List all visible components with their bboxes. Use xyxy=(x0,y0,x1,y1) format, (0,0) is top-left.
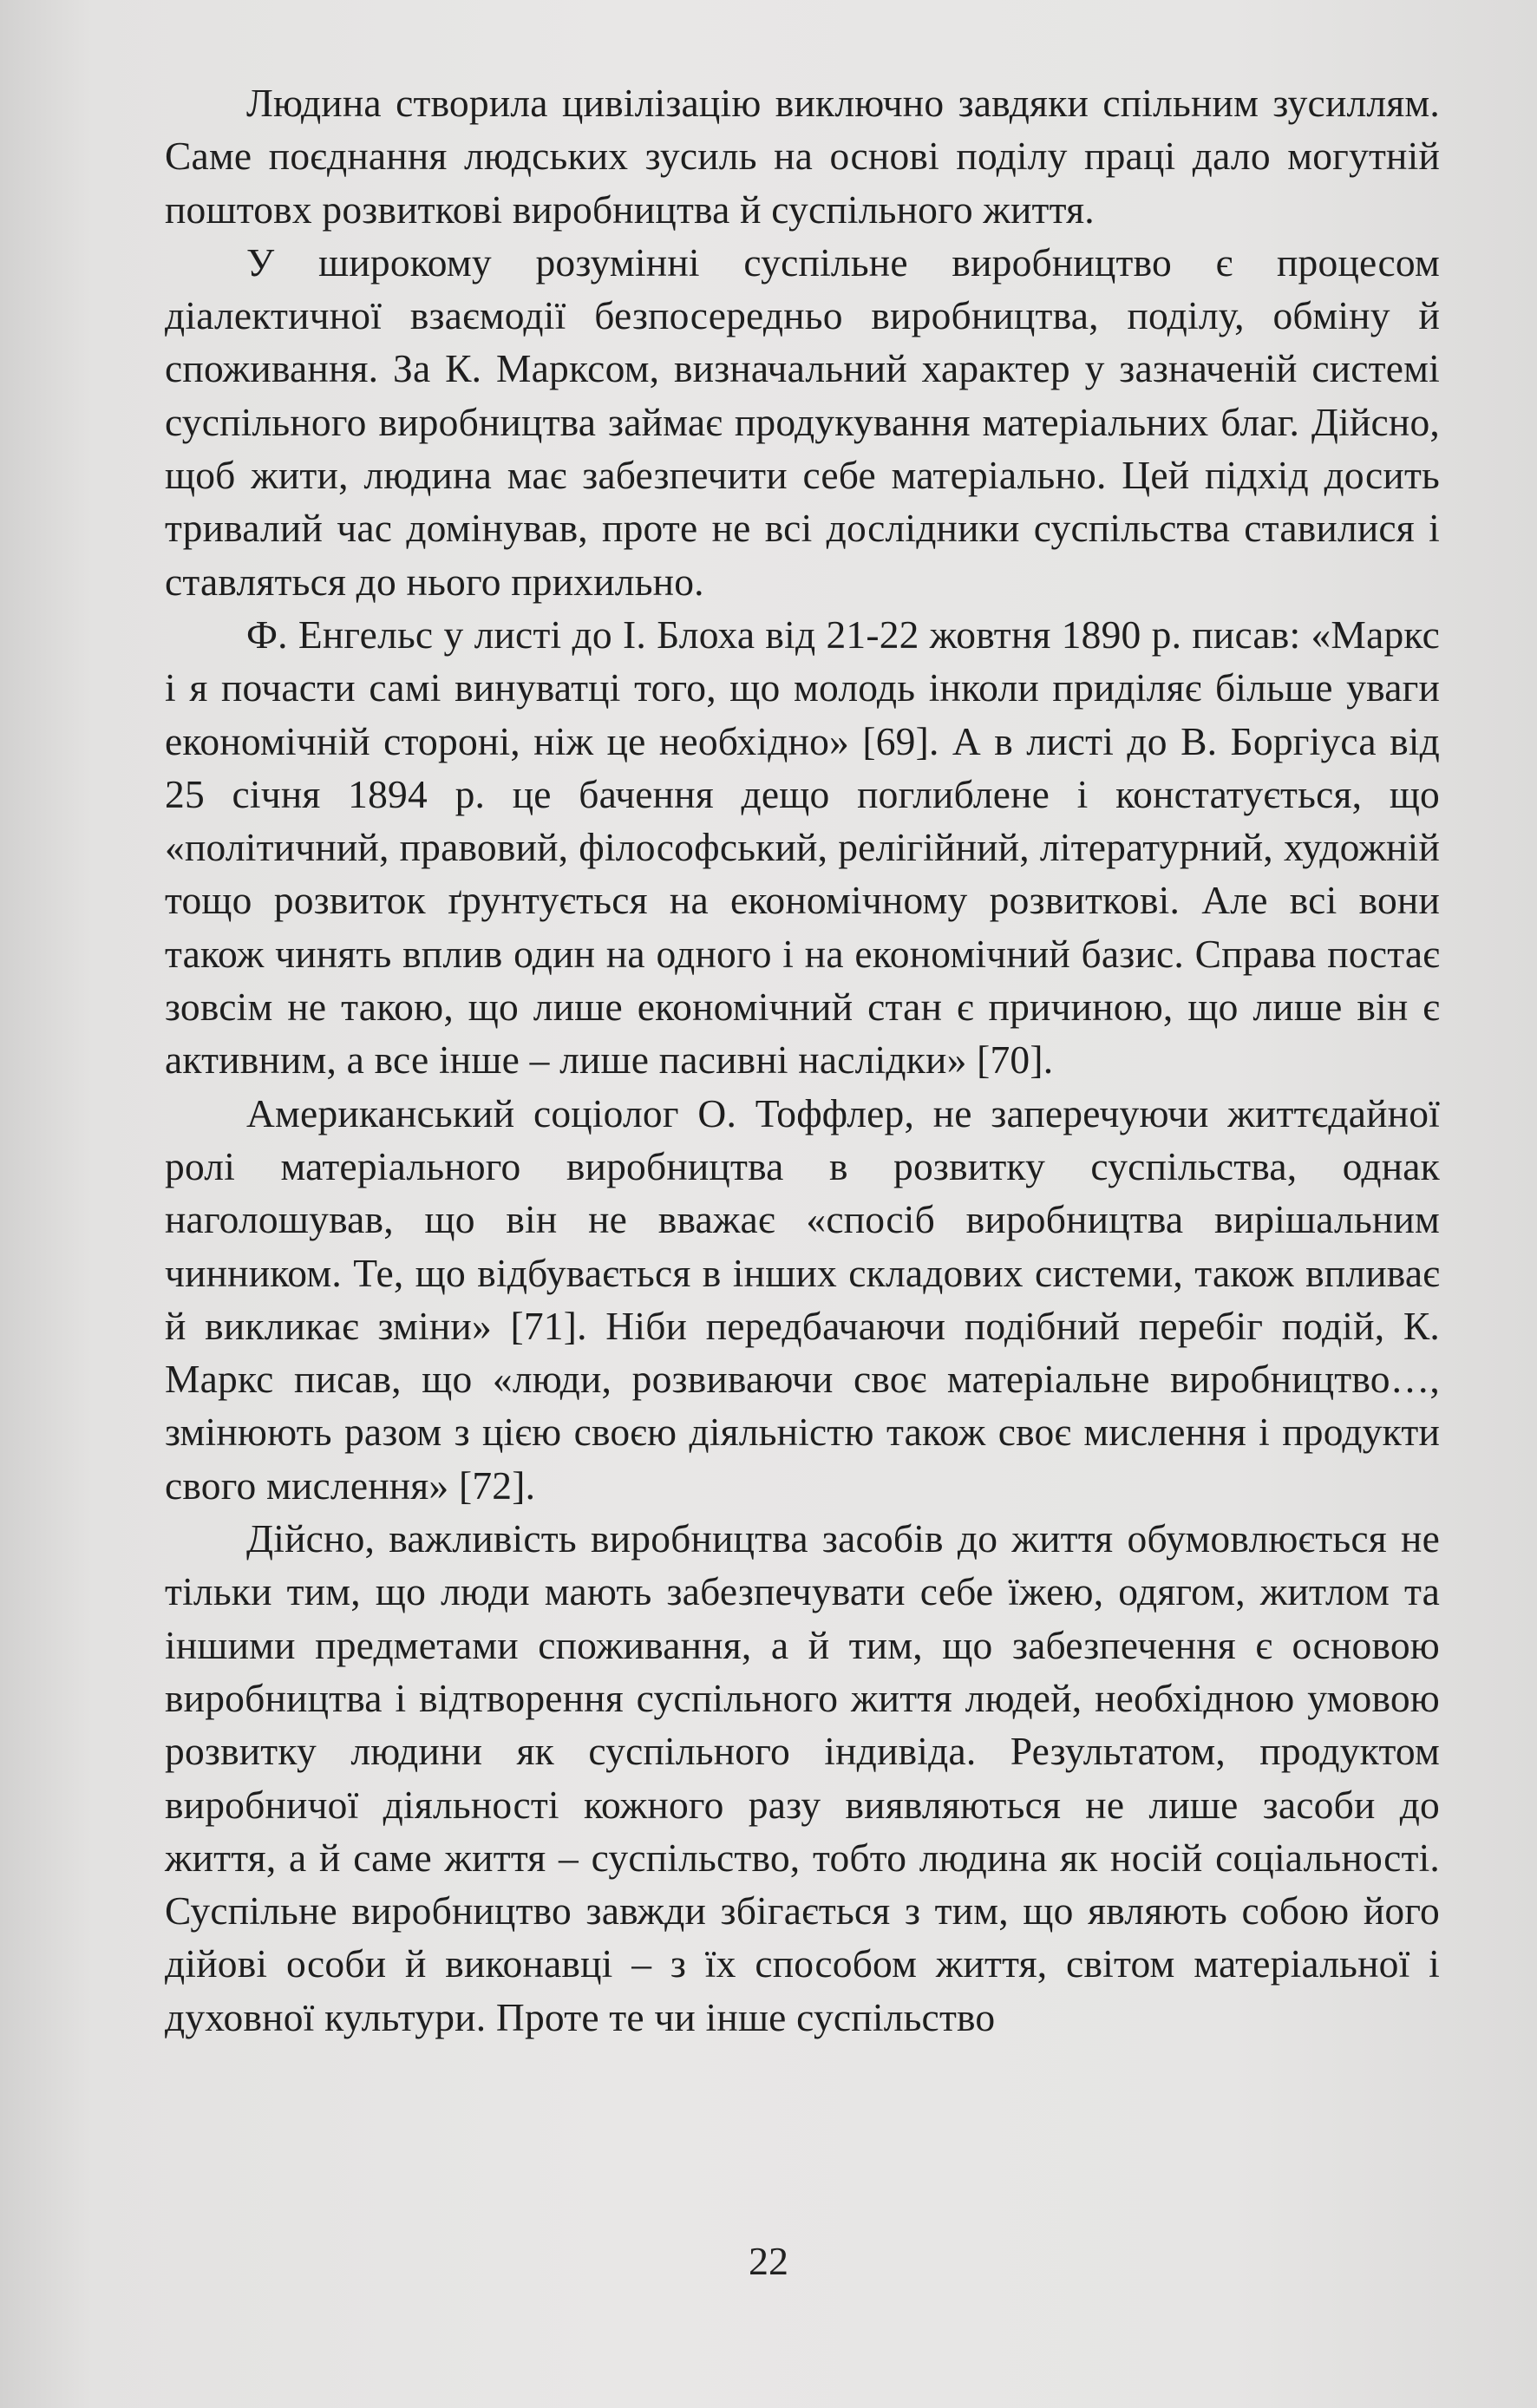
paragraph-2: У широкому розумінні суспільне виробництво є процесом діалектичної взаємодії безпосередньо виробництва, поділу, обміну й споживання. За К. Марксом, визначальний характер у зазначеній системі суспільного виробництва займає продукування матеріальних благ. Дійсно, щоб жити, людина має забезпечити себе матеріально. Цей підхід досить тривалий час домінував, проте не всі дослідники суспільства ставилися і ставляться до нього прихильно. xyxy=(165,239,1440,604)
page-number: 22 xyxy=(749,2239,788,2283)
paragraph-1: Людина створила цивілізацію виключно завдяки спільним зусиллям. Саме поєднання людських зусиль на основі поділу праці дало могутній поштовх розвиткові виробництва й суспільного життя. xyxy=(165,81,1440,232)
paragraph-5: Дійсно, важливість виробництва засобів до життя обумовлюється не тільки тим, що люди мають забезпечувати себе їжею, одягом, житлом та іншими предметами споживання, а й тим, що забезпечення є основою виробництва і відтворення суспільного життя людей, необхідною умовою розвитку людини як суспільного індивіда. Результатом, продуктом виробничої діяльності кожного разу виявляються не лише засоби до життя, а й саме життя – суспільство, тобто людина як носій соціальності. Суспільне виробництво завжди збігається з тим, що являють собою його дійові особи й виконавці – з їх способом життя, світом матеріальної і духовної культури. Проте те чи інше суспільство xyxy=(165,1516,1440,2039)
body-text xyxy=(165,76,1440,2044)
paragraph-4: Американський соціолог О. Тоффлер, не заперечуючи життєдайної ролі матеріального виробництва в розвитку суспільства, однак наголошував, що він не вважає «спосіб виробництва вирішальним чинником. Те, що відбувається в інших складових системи, також впливає й викликає зміни» [71]. Ніби передбачаючи подібний перебіг подій, К. Маркс писав, що «люди, розвиваючи своє матеріальне виробництво…, змінюють разом з цією своєю діяльністю також своє мислення і продукти свого мислення» [72]. xyxy=(165,1090,1440,1508)
paragraph-3: Ф. Енгельс у листі до І. Блоха від 21-22 жовтня 1890 р. писав: «Маркс і я почасти самі винуватці того, що молодь інколи приділяє більше уваги економічній стороні, ніж це необхідно» [69]. А в листі до В. Боргіуса від 25 січня 1894 р. це бачення дещо поглиблене і констатується, що «політичний, правовий, філософський, релігійний, літературний, художній тощо розвиток ґрунтується на економічному розвиткові. Але всі вони також чинять вплив один на одного і на економічний базис. Справа постає зовсім не такою, що лише економічний стан є причиною, що лише він є активним, а все інше – лише пасивні наслідки» [70]. xyxy=(165,612,1440,1083)
